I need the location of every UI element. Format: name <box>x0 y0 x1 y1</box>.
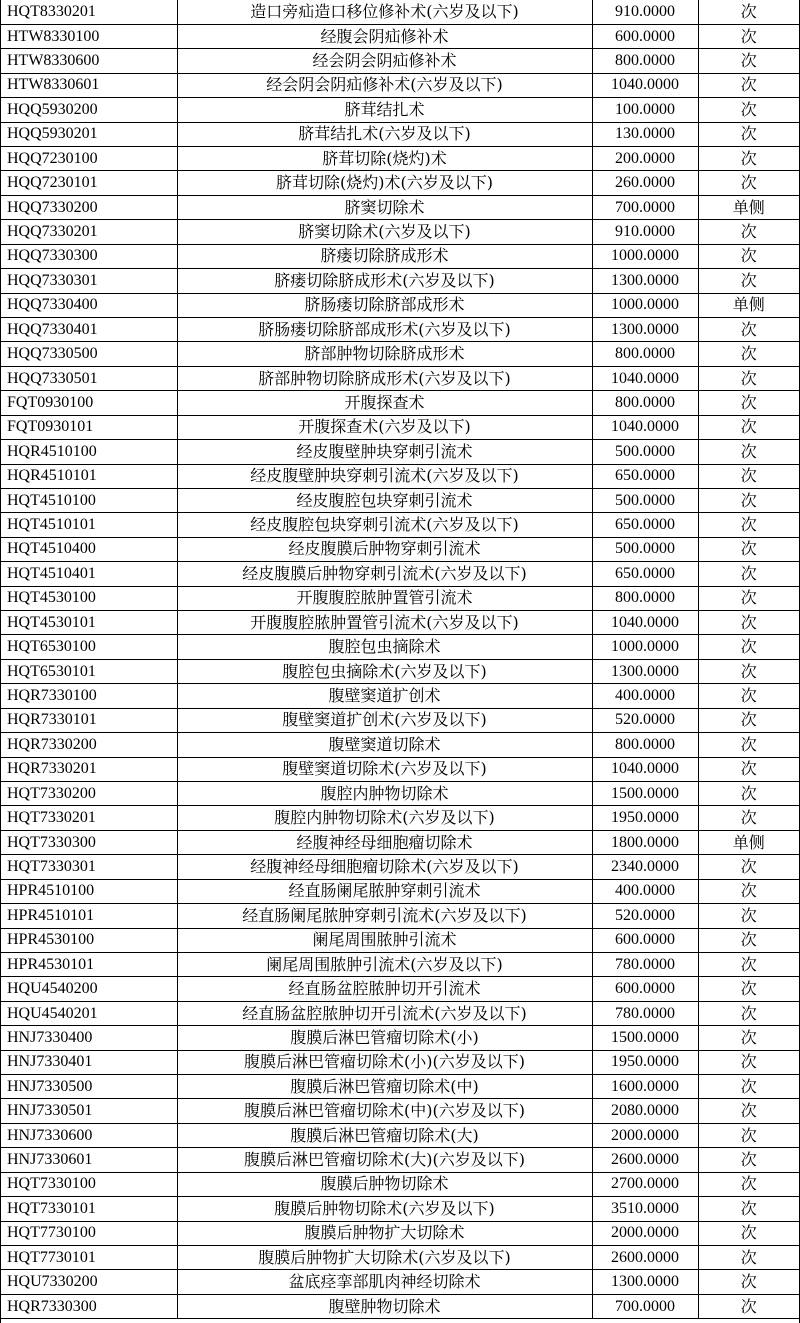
item-name-cell: 经会阴会阴疝修补术(六岁及以下) <box>177 73 592 97</box>
item-unit-cell: 次 <box>698 806 799 830</box>
item-price-cell: 1500.0000 <box>592 1026 698 1050</box>
item-code-cell: HQT6530101 <box>1 659 177 683</box>
item-name-cell: 腹膜后肿物扩大切除术(六岁及以下) <box>177 1246 592 1270</box>
table-row <box>1 220 799 244</box>
item-code-cell: HPR4530101 <box>1 952 177 976</box>
item-name-cell: 脐部肿物切除脐成形术(六岁及以下) <box>177 366 592 390</box>
table-row <box>1 904 799 928</box>
item-unit-cell: 单侧 <box>698 293 799 317</box>
item-code-cell: HQT7330201 <box>1 806 177 830</box>
item-price-cell: 500.0000 <box>592 537 698 561</box>
item-code-cell: HNJ7330401 <box>1 1050 177 1074</box>
item-price-cell: 2340.0000 <box>592 855 698 879</box>
table-row <box>1 269 799 293</box>
table-body <box>1 0 799 1319</box>
item-name-cell: 经皮腹膜后肿物穿刺引流术 <box>177 537 592 561</box>
item-code-cell: HQT4510400 <box>1 537 177 561</box>
table-row <box>1 1270 799 1294</box>
item-price-cell: 130.0000 <box>592 122 698 146</box>
item-unit-cell: 次 <box>698 977 799 1001</box>
table-row <box>1 366 799 390</box>
item-code-cell: HQT4510401 <box>1 562 177 586</box>
item-name-cell: 经直肠盆腔脓肿切开引流术(六岁及以下) <box>177 1001 592 1025</box>
item-price-cell: 1950.0000 <box>592 806 698 830</box>
table-row <box>1 586 799 610</box>
item-code-cell: HQQ5930201 <box>1 122 177 146</box>
item-price-cell: 650.0000 <box>592 513 698 537</box>
item-price-cell: 2000.0000 <box>592 1221 698 1245</box>
item-unit-cell: 次 <box>698 782 799 806</box>
item-unit-cell: 次 <box>698 24 799 48</box>
item-price-cell: 600.0000 <box>592 24 698 48</box>
item-price-cell: 800.0000 <box>592 586 698 610</box>
item-unit-cell: 次 <box>698 342 799 366</box>
item-code-cell: HQU7330200 <box>1 1270 177 1294</box>
item-price-cell: 1800.0000 <box>592 830 698 854</box>
table-row <box>1 317 799 341</box>
item-code-cell: HNJ7330400 <box>1 1026 177 1050</box>
item-name-cell: 经直肠阑尾脓肿穿刺引流术 <box>177 879 592 903</box>
table-row <box>1 562 799 586</box>
item-unit-cell: 次 <box>698 171 799 195</box>
item-price-cell: 800.0000 <box>592 342 698 366</box>
item-code-cell: HQQ7230100 <box>1 147 177 171</box>
item-code-cell: HQT4510100 <box>1 488 177 512</box>
item-code-cell: HQQ5930200 <box>1 98 177 122</box>
item-price-cell: 520.0000 <box>592 708 698 732</box>
item-name-cell: 脐茸结扎术(六岁及以下) <box>177 122 592 146</box>
item-name-cell: 腹壁窦道切除术(六岁及以下) <box>177 757 592 781</box>
item-unit-cell: 次 <box>698 1148 799 1172</box>
item-price-cell: 910.0000 <box>592 0 698 24</box>
table-row <box>1 1123 799 1147</box>
item-unit-cell: 次 <box>698 1172 799 1196</box>
item-unit-cell: 次 <box>698 733 799 757</box>
item-name-cell: 腹膜后淋巴管瘤切除术(小) <box>177 1026 592 1050</box>
item-price-cell: 1500.0000 <box>592 782 698 806</box>
item-unit-cell: 次 <box>698 684 799 708</box>
item-unit-cell: 次 <box>698 513 799 537</box>
item-price-cell: 520.0000 <box>592 904 698 928</box>
item-name-cell: 开腹探查术(六岁及以下) <box>177 415 592 439</box>
table-row <box>1 1050 799 1074</box>
item-name-cell: 脐窦切除术(六岁及以下) <box>177 220 592 244</box>
item-unit-cell: 次 <box>698 586 799 610</box>
item-price-cell: 1000.0000 <box>592 293 698 317</box>
item-name-cell: 脐窦切除术 <box>177 195 592 219</box>
item-name-cell: 腹膜后淋巴管瘤切除术(中)(六岁及以下) <box>177 1099 592 1123</box>
item-code-cell: HQQ7230101 <box>1 171 177 195</box>
item-unit-cell: 次 <box>698 659 799 683</box>
table-row <box>1 73 799 97</box>
item-code-cell: HQQ7330200 <box>1 195 177 219</box>
table-row <box>1 1172 799 1196</box>
item-price-cell: 200.0000 <box>592 147 698 171</box>
table-row <box>1 49 799 73</box>
table-row <box>1 171 799 195</box>
item-name-cell: 开腹腹腔脓肿置管引流术 <box>177 586 592 610</box>
item-code-cell: HQR7330201 <box>1 757 177 781</box>
item-code-cell: HQQ7330201 <box>1 220 177 244</box>
table-row <box>1 952 799 976</box>
item-name-cell: 腹膜后淋巴管瘤切除术(中) <box>177 1075 592 1099</box>
item-name-cell: 经皮腹壁肿块穿刺引流术(六岁及以下) <box>177 464 592 488</box>
item-price-cell: 650.0000 <box>592 464 698 488</box>
item-unit-cell: 次 <box>698 366 799 390</box>
table-row <box>1 1221 799 1245</box>
item-name-cell: 阑尾周围脓肿引流术 <box>177 928 592 952</box>
item-price-cell: 780.0000 <box>592 1001 698 1025</box>
item-code-cell: FQT0930100 <box>1 391 177 415</box>
table-row <box>1 1075 799 1099</box>
item-unit-cell: 单侧 <box>698 830 799 854</box>
item-price-cell: 600.0000 <box>592 977 698 1001</box>
table-row <box>1 659 799 683</box>
table-row <box>1 855 799 879</box>
item-name-cell: 腹腔包虫摘除术(六岁及以下) <box>177 659 592 683</box>
item-name-cell: 经直肠盆腔脓肿切开引流术 <box>177 977 592 1001</box>
item-price-cell: 1040.0000 <box>592 415 698 439</box>
item-price-cell: 400.0000 <box>592 684 698 708</box>
item-unit-cell: 次 <box>698 1123 799 1147</box>
table-row <box>1 488 799 512</box>
item-price-cell: 1300.0000 <box>592 269 698 293</box>
item-code-cell: HQT4530101 <box>1 611 177 635</box>
item-code-cell: HQT7330301 <box>1 855 177 879</box>
item-code-cell: HQT7330300 <box>1 830 177 854</box>
item-code-cell: HQT4530100 <box>1 586 177 610</box>
item-name-cell: 腹膜后淋巴管瘤切除术(大) <box>177 1123 592 1147</box>
item-price-cell: 400.0000 <box>592 879 698 903</box>
item-price-cell: 1600.0000 <box>592 1075 698 1099</box>
item-code-cell: HNJ7330600 <box>1 1123 177 1147</box>
item-unit-cell: 次 <box>698 1075 799 1099</box>
item-price-cell: 700.0000 <box>592 1294 698 1318</box>
item-unit-cell: 次 <box>698 757 799 781</box>
item-price-cell: 1950.0000 <box>592 1050 698 1074</box>
item-name-cell: 腹膜后肿物扩大切除术 <box>177 1221 592 1245</box>
item-name-cell: 脐肠瘘切除脐部成形术 <box>177 293 592 317</box>
item-name-cell: 开腹探查术 <box>177 391 592 415</box>
item-name-cell: 经直肠阑尾脓肿穿刺引流术(六岁及以下) <box>177 904 592 928</box>
table-row <box>1 806 799 830</box>
item-code-cell: HQU4540200 <box>1 977 177 1001</box>
item-price-cell: 800.0000 <box>592 733 698 757</box>
item-name-cell: 经会阴会阴疝修补术 <box>177 49 592 73</box>
item-code-cell: FQT0930101 <box>1 415 177 439</box>
item-name-cell: 经皮腹腔包块穿刺引流术(六岁及以下) <box>177 513 592 537</box>
item-code-cell: HTW8330100 <box>1 24 177 48</box>
item-name-cell: 经腹神经母细胞瘤切除术(六岁及以下) <box>177 855 592 879</box>
item-code-cell: HQQ7330301 <box>1 269 177 293</box>
table-row <box>1 513 799 537</box>
item-unit-cell: 单侧 <box>698 195 799 219</box>
table-row <box>1 122 799 146</box>
item-unit-cell: 次 <box>698 1270 799 1294</box>
table-row <box>1 147 799 171</box>
item-name-cell: 腹腔包虫摘除术 <box>177 635 592 659</box>
item-name-cell: 脐茸切除(烧灼)术 <box>177 147 592 171</box>
table-row <box>1 1294 799 1318</box>
item-code-cell: HQT8330201 <box>1 0 177 24</box>
item-unit-cell: 次 <box>698 1026 799 1050</box>
item-unit-cell: 次 <box>698 49 799 73</box>
table-row <box>1 733 799 757</box>
item-unit-cell: 次 <box>698 952 799 976</box>
item-price-cell: 700.0000 <box>592 195 698 219</box>
item-unit-cell: 次 <box>698 1099 799 1123</box>
item-name-cell: 腹壁窦道扩创术(六岁及以下) <box>177 708 592 732</box>
table-row <box>1 440 799 464</box>
item-unit-cell: 次 <box>698 904 799 928</box>
item-code-cell: HPR4510101 <box>1 904 177 928</box>
item-unit-cell: 次 <box>698 855 799 879</box>
item-code-cell: HQR7330101 <box>1 708 177 732</box>
item-price-cell: 600.0000 <box>592 928 698 952</box>
item-name-cell: 脐瘘切除脐成形术 <box>177 244 592 268</box>
item-name-cell: 经皮腹腔包块穿刺引流术 <box>177 488 592 512</box>
item-price-cell: 2600.0000 <box>592 1246 698 1270</box>
table-row <box>1 537 799 561</box>
table-row <box>1 757 799 781</box>
item-code-cell: HTW8330600 <box>1 49 177 73</box>
item-unit-cell: 次 <box>698 635 799 659</box>
item-code-cell: HQT7730100 <box>1 1221 177 1245</box>
item-unit-cell: 次 <box>698 708 799 732</box>
item-unit-cell: 次 <box>698 0 799 24</box>
table-row <box>1 24 799 48</box>
item-unit-cell: 次 <box>698 562 799 586</box>
item-code-cell: HQR7330100 <box>1 684 177 708</box>
item-price-cell: 1040.0000 <box>592 366 698 390</box>
table-row <box>1 195 799 219</box>
item-unit-cell: 次 <box>698 1221 799 1245</box>
table-row <box>1 1148 799 1172</box>
item-name-cell: 腹膜后淋巴管瘤切除术(大)(六岁及以下) <box>177 1148 592 1172</box>
item-name-cell: 脐部肿物切除脐成形术 <box>177 342 592 366</box>
table-row <box>1 879 799 903</box>
item-name-cell: 腹壁窦道切除术 <box>177 733 592 757</box>
item-name-cell: 腹腔内肿物切除术(六岁及以下) <box>177 806 592 830</box>
item-unit-cell: 次 <box>698 1246 799 1270</box>
item-code-cell: HQR4510100 <box>1 440 177 464</box>
table-row <box>1 464 799 488</box>
table-row <box>1 0 799 24</box>
item-code-cell: HNJ7330500 <box>1 1075 177 1099</box>
item-price-cell: 100.0000 <box>592 98 698 122</box>
item-unit-cell: 次 <box>698 611 799 635</box>
item-code-cell: HQQ7330501 <box>1 366 177 390</box>
item-name-cell: 阑尾周围脓肿引流术(六岁及以下) <box>177 952 592 976</box>
item-price-cell: 2080.0000 <box>592 1099 698 1123</box>
item-code-cell: HQQ7330400 <box>1 293 177 317</box>
table-row <box>1 1001 799 1025</box>
item-unit-cell: 次 <box>698 317 799 341</box>
item-code-cell: HQR7330200 <box>1 733 177 757</box>
item-unit-cell: 次 <box>698 440 799 464</box>
item-unit-cell: 次 <box>698 147 799 171</box>
item-price-cell: 500.0000 <box>592 488 698 512</box>
item-unit-cell: 次 <box>698 98 799 122</box>
item-price-cell: 3510.0000 <box>592 1197 698 1221</box>
item-name-cell: 经皮腹壁肿块穿刺引流术 <box>177 440 592 464</box>
item-unit-cell: 次 <box>698 1001 799 1025</box>
item-name-cell: 脐茸切除(烧灼)术(六岁及以下) <box>177 171 592 195</box>
item-name-cell: 腹膜后淋巴管瘤切除术(小)(六岁及以下) <box>177 1050 592 1074</box>
item-code-cell: HNJ7330601 <box>1 1148 177 1172</box>
item-price-cell: 500.0000 <box>592 440 698 464</box>
table-row <box>1 782 799 806</box>
item-code-cell: HQR4510101 <box>1 464 177 488</box>
item-unit-cell: 次 <box>698 73 799 97</box>
item-price-cell: 1300.0000 <box>592 1270 698 1294</box>
table-row <box>1 415 799 439</box>
item-code-cell: HPR4510100 <box>1 879 177 903</box>
item-name-cell: 脐茸结扎术 <box>177 98 592 122</box>
item-price-cell: 1300.0000 <box>592 659 698 683</box>
item-unit-cell: 次 <box>698 415 799 439</box>
item-name-cell: 经皮腹膜后肿物穿刺引流术(六岁及以下) <box>177 562 592 586</box>
item-unit-cell: 次 <box>698 1197 799 1221</box>
table-row <box>1 1026 799 1050</box>
item-code-cell: HQT7330200 <box>1 782 177 806</box>
item-name-cell: 腹壁肿物切除术 <box>177 1294 592 1318</box>
table-row <box>1 1099 799 1123</box>
item-code-cell: HTW8330601 <box>1 73 177 97</box>
item-code-cell: HQQ7330300 <box>1 244 177 268</box>
table-row <box>1 708 799 732</box>
item-unit-cell: 次 <box>698 269 799 293</box>
table-row <box>1 830 799 854</box>
item-code-cell: HNJ7330501 <box>1 1099 177 1123</box>
item-unit-cell: 次 <box>698 464 799 488</box>
item-name-cell: 腹腔内肿物切除术 <box>177 782 592 806</box>
item-price-cell: 1040.0000 <box>592 757 698 781</box>
item-code-cell: HQQ7330500 <box>1 342 177 366</box>
item-code-cell: HQU4540201 <box>1 1001 177 1025</box>
item-price-cell: 1000.0000 <box>592 244 698 268</box>
item-code-cell: HQT4510101 <box>1 513 177 537</box>
item-price-cell: 1040.0000 <box>592 73 698 97</box>
fee-schedule-table <box>1 0 799 1319</box>
table-row <box>1 611 799 635</box>
item-name-cell: 脐肠瘘切除脐部成形术(六岁及以下) <box>177 317 592 341</box>
item-code-cell: HQT7730101 <box>1 1246 177 1270</box>
item-name-cell: 盆底痉挛部肌肉神经切除术 <box>177 1270 592 1294</box>
table-row <box>1 244 799 268</box>
table-row <box>1 1197 799 1221</box>
item-name-cell: 脐瘘切除脐成形术(六岁及以下) <box>177 269 592 293</box>
item-price-cell: 650.0000 <box>592 562 698 586</box>
item-price-cell: 910.0000 <box>592 220 698 244</box>
item-unit-cell: 次 <box>698 244 799 268</box>
item-name-cell: 开腹腹腔脓肿置管引流术(六岁及以下) <box>177 611 592 635</box>
item-code-cell: HQT7330100 <box>1 1172 177 1196</box>
item-unit-cell: 次 <box>698 928 799 952</box>
table-row <box>1 391 799 415</box>
table-row <box>1 684 799 708</box>
item-code-cell: HQR7330300 <box>1 1294 177 1318</box>
item-price-cell: 1000.0000 <box>592 635 698 659</box>
item-unit-cell: 次 <box>698 537 799 561</box>
item-unit-cell: 次 <box>698 1294 799 1318</box>
item-price-cell: 1300.0000 <box>592 317 698 341</box>
item-name-cell: 经腹神经母细胞瘤切除术 <box>177 830 592 854</box>
item-price-cell: 2600.0000 <box>592 1148 698 1172</box>
item-unit-cell: 次 <box>698 1050 799 1074</box>
item-name-cell: 腹膜后肿物切除术 <box>177 1172 592 1196</box>
table-row <box>1 1246 799 1270</box>
item-unit-cell: 次 <box>698 879 799 903</box>
table-row <box>1 977 799 1001</box>
item-name-cell: 造口旁疝造口移位修补术(六岁及以下) <box>177 0 592 24</box>
item-unit-cell: 次 <box>698 391 799 415</box>
table-row <box>1 635 799 659</box>
table-row <box>1 293 799 317</box>
item-price-cell: 800.0000 <box>592 49 698 73</box>
item-name-cell: 经腹会阴疝修补术 <box>177 24 592 48</box>
item-code-cell: HPR4530100 <box>1 928 177 952</box>
item-code-cell: HQT6530100 <box>1 635 177 659</box>
item-unit-cell: 次 <box>698 220 799 244</box>
item-price-cell: 800.0000 <box>592 391 698 415</box>
item-code-cell: HQQ7330401 <box>1 317 177 341</box>
item-price-cell: 2700.0000 <box>592 1172 698 1196</box>
item-code-cell: HQT7330101 <box>1 1197 177 1221</box>
table-row <box>1 928 799 952</box>
item-price-cell: 2000.0000 <box>592 1123 698 1147</box>
item-price-cell: 780.0000 <box>592 952 698 976</box>
item-unit-cell: 次 <box>698 488 799 512</box>
item-unit-cell: 次 <box>698 122 799 146</box>
table-row <box>1 98 799 122</box>
item-price-cell: 260.0000 <box>592 171 698 195</box>
item-name-cell: 腹壁窦道扩创术 <box>177 684 592 708</box>
item-price-cell: 1040.0000 <box>592 611 698 635</box>
table-row <box>1 342 799 366</box>
item-name-cell: 腹膜后肿物切除术(六岁及以下) <box>177 1197 592 1221</box>
